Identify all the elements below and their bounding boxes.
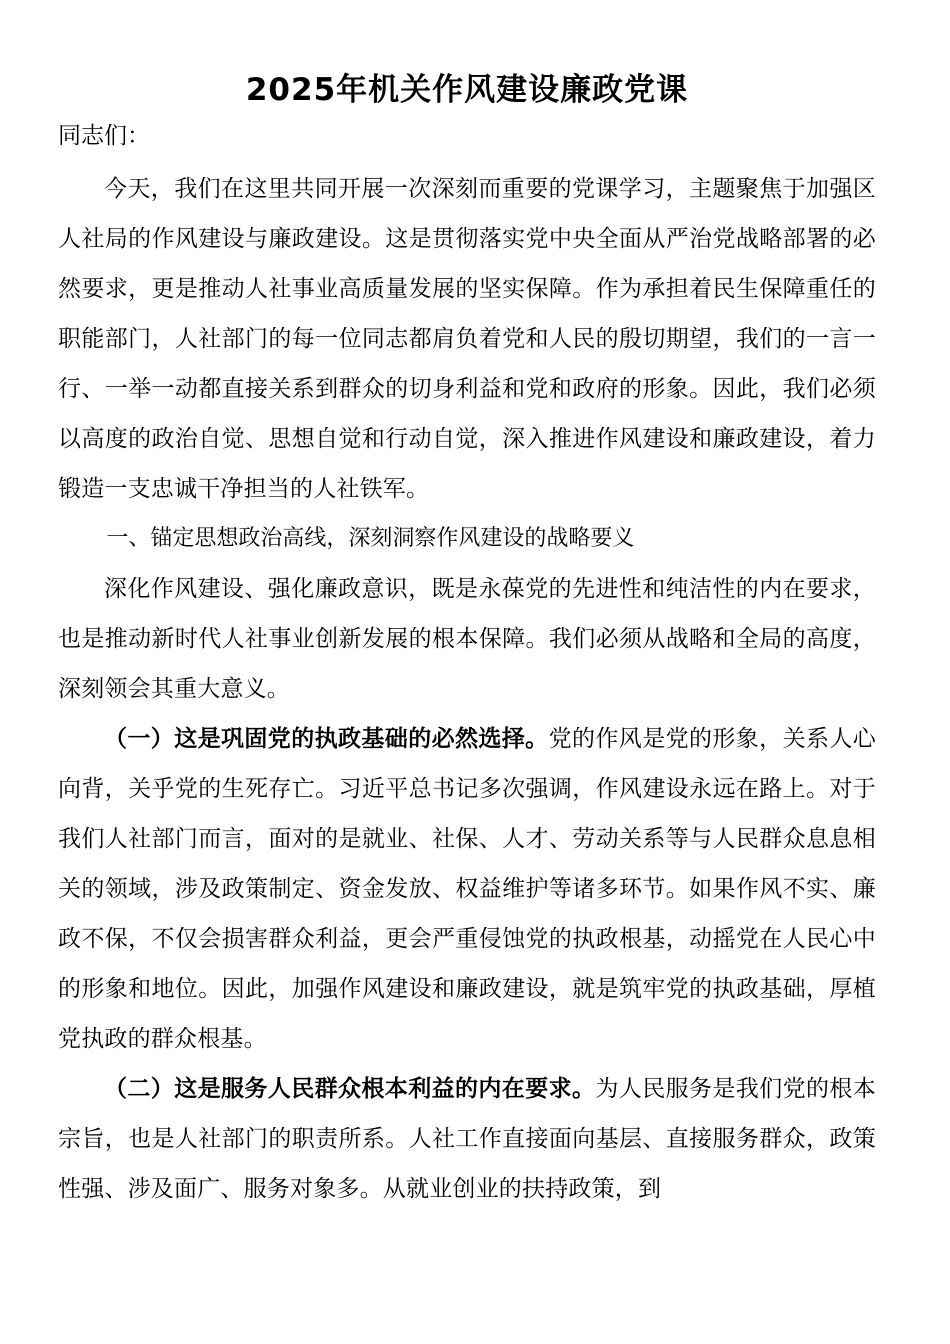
salutation: 同志们：: [58, 123, 150, 149]
document-title: 2025年机关作风建设廉政党课: [245, 72, 689, 108]
document-page: [58, 68, 876, 1214]
point-1-lead: （一）这是巩固党的执政基础的必然选择。: [104, 726, 549, 752]
section-1-intro-paragraph: 深化作风建设、强化廉政意识，既是永葆党的先进性和纯洁性的内在要求，也是推动新时代人社事业创新发展的根本保障。我们必须从战略和全局的高度，深刻领会其重大意义。: [58, 576, 876, 702]
point-2-paragraph: [58, 1064, 876, 1214]
point-1-paragraph: [58, 714, 876, 1064]
intro-paragraph: 今天，我们在这里共同开展一次深刻而重要的党课学习，主题聚焦于加强区人社局的作风建设与廉政建设。这是贯彻落实党中央全面从严治党战略部署的必然要求，更是推动人社事业高质量发展的坚实保障。作为承担着民生保障重任的职能部门，人社部门的每一位同志都肩负着党和人民的殷切期望，我们的一言一行、一举一动都直接关系到群众的切身利益和党和政府的形象。因此，我们必须以高度的政治自觉、思想自觉和行动自觉，深入推进作风建设和廉政建设，着力锻造一支忠诚干净担当的人社铁军。: [58, 176, 876, 502]
section-1-heading: 一、锚定思想政治高线，深刻洞察作风建设的战略要义: [106, 526, 635, 551]
point-2-lead: （二）这是服务人民群众根本利益的内在要求。: [104, 1076, 596, 1102]
point-1-body: 党的作风是党的形象，关系人心向背，关乎党的生死存亡。习近平总书记多次强调，作风建设永远在路上。对于我们人社部门而言，面对的是就业、社保、人才、劳动关系等与人民群众息息相关的领域，涉及政策制定、资金发放、权益维护等诸多环节。如果作风不实、廉政不保，不仅会损害群众利益，更会严重侵蚀党的执政根基，动摇党在人民心中的形象和地位。因此，加强作风建设和廉政建设，就是筑牢党的执政基础，厚植党执政的群众根基。: [58, 726, 876, 1052]
point-2-body: 为人民服务是我们党的根本宗旨，也是人社部门的职责所系。人社工作直接面向基层、直接服务群众，政策性强、涉及面广、服务对象多。从就业创业的扶持政策，到: [58, 1076, 877, 1202]
